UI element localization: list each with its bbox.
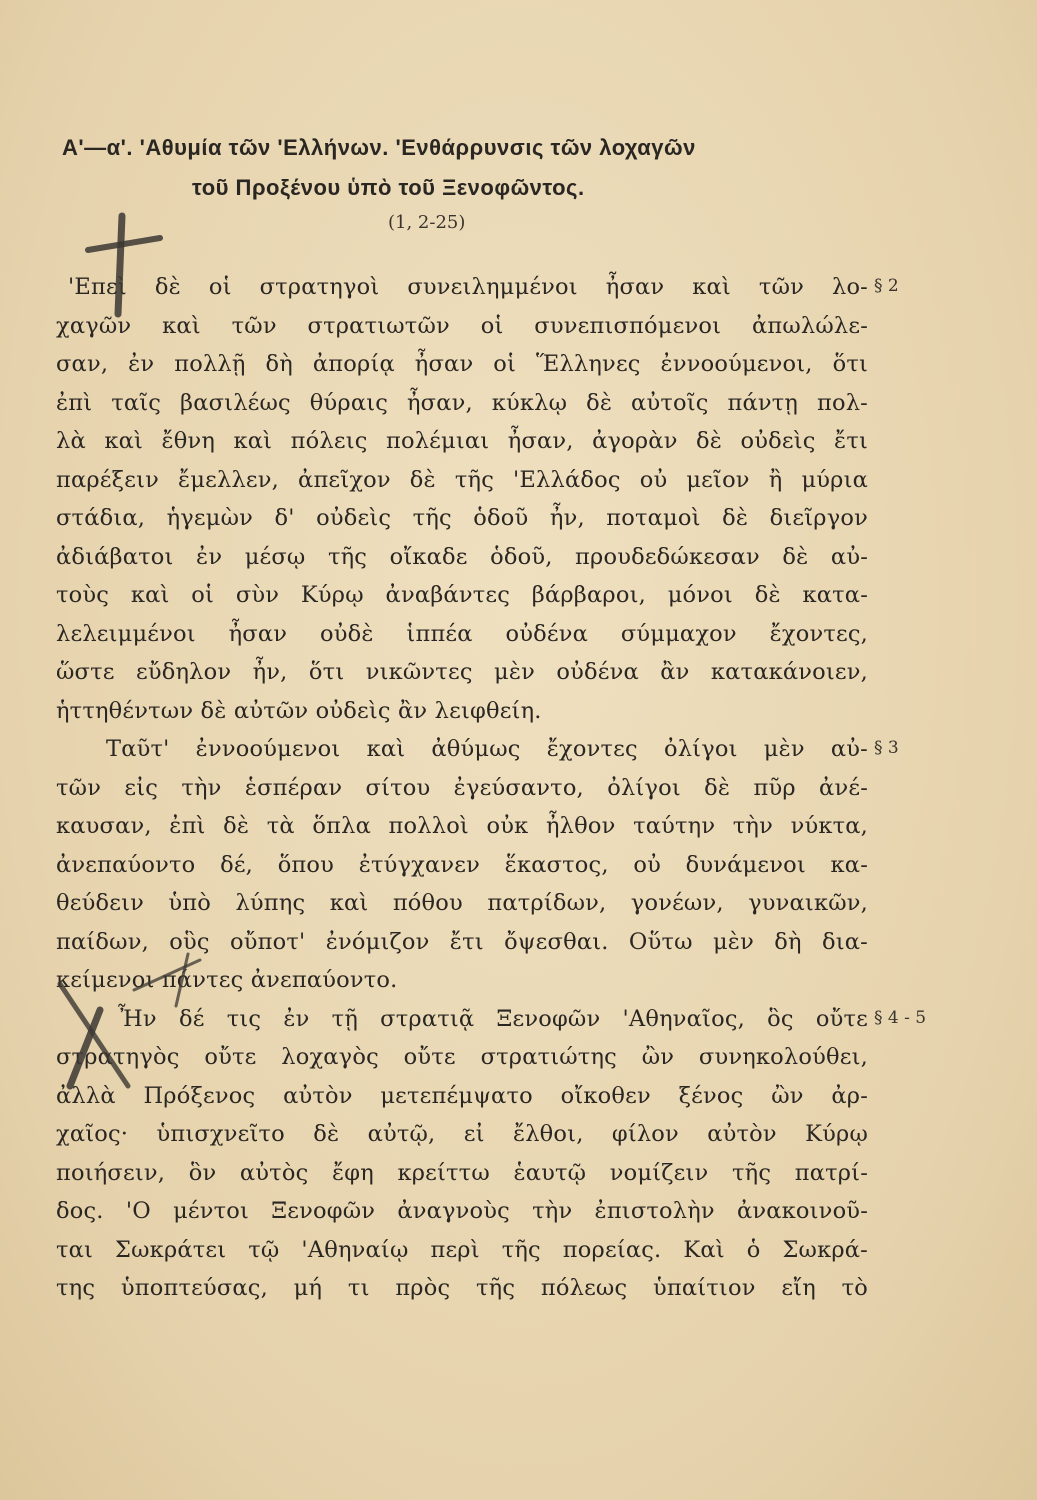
- paragraph-1: [56, 268, 868, 730]
- section-heading: [62, 128, 882, 208]
- text-line: ἀλλὰ Πρόξενος αὐτὸν μετεπέμψατο οἴκοθεν ξένος ὢν ἀρ-: [56, 1082, 868, 1109]
- text-line: ται Σωκράτει τῷ 'Αθηναίῳ περὶ τῆς πορείας. Καὶ ὁ Σωκρά-: [56, 1236, 868, 1263]
- heading-line-2: τοῦ Προξένου ὑπὸ τοῦ Ξενοφῶντος.: [192, 175, 585, 200]
- text-line: λὰ καὶ ἔθνη καὶ πόλεις πολέμιαι ἦσαν, ἀγορὰν δὲ οὐδεὶς ἔτι: [56, 428, 868, 454]
- text-line: παρέξειν ἔμελλεν, ἀπεῖχον δὲ τῆς 'Ελλάδος οὐ μεῖον ἢ μύρια: [56, 466, 868, 493]
- text-line: στρατηγὸς οὔτε λοχαγὸς οὔτε στρατιώτης ὢν συνηκολούθει,: [56, 1044, 868, 1070]
- text-line: κείμενοι πάντες ἀνεπαύοντο.: [56, 967, 398, 993]
- text-line: Ἦν δέ τις ἐν τῇ στρατιᾷ Ξενοφῶν 'Αθηναῖος, ὃς οὔτε: [118, 1005, 868, 1032]
- text-line: Ταῦτ' ἐννοούμενοι καὶ ἀθύμως ἔχοντες ὀλίγοι μὲν αὐ-: [106, 736, 868, 762]
- heading-line-1: Α'—α'. 'Αθυμία τῶν 'Ελλήνων. 'Ενθάρρυνσις τῶν λοχαγῶν: [62, 135, 696, 160]
- text-line: χαγῶν καὶ τῶν στρατιωτῶν οἱ συνεπισπόμενοι ἀπωλώλε-: [56, 312, 868, 339]
- text-line: τοὺς καὶ οἱ σὺν Κύρῳ ἀναβάντες βάρβαροι, μόνοι δὲ κατα-: [56, 582, 868, 608]
- margin-section-note: § 3: [874, 738, 899, 758]
- text-line: ἀδιάβατοι ἐν μέσῳ τῆς οἴκαδε ὁδοῦ, προυδεδώκεσαν δὲ αὐ-: [56, 543, 868, 570]
- text-line: στάδια, ἡγεμὼν δ' οὐδεὶς τῆς ὁδοῦ ἦν, ποταμοὶ δὲ διεῖργον: [56, 505, 868, 531]
- text-line: τῶν εἰς τὴν ἑσπέραν σίτου ἐγεύσαντο, ὀλίγοι δὲ πῦρ ἀνέ-: [56, 774, 868, 801]
- text-line: καυσαν, ἐπὶ δὲ τὰ ὅπλα πολλοὶ οὐκ ἦλθον ταύτην τὴν νύκτα,: [56, 813, 868, 839]
- passage-reference: (1, 2-25): [388, 212, 466, 233]
- paragraph-3: [56, 1000, 868, 1308]
- text-line: ὥστε εὔδηλον ἦν, ὅτι νικῶντες μὲν οὐδένα ἂν κατακάνοιεν,: [56, 659, 868, 685]
- text-line: θεύδειν ὑπὸ λύπης καὶ πόθου πατρίδων, γονέων, γυναικῶν,: [56, 890, 868, 916]
- text-body: [56, 268, 868, 1308]
- paragraph-2: [56, 730, 868, 1000]
- text-line: 'Επεὶ δὲ οἱ στρατηγοὶ συνειλημμένοι ἦσαν καὶ τῶν λο-: [68, 274, 868, 300]
- text-line: της ὑποπτεύσας, μή τι πρὸς τῆς πόλεως ὑπαίτιον εἴη τὸ: [56, 1275, 868, 1301]
- text-line: ἀνεπαύοντο δέ, ὅπου ἐτύγχανεν ἕκαστος, οὐ δυνάμενοι κα-: [56, 851, 868, 878]
- text-line: λελειμμένοι ἦσαν οὐδὲ ἱππέα οὐδένα σύμμαχον ἔχοντες,: [56, 620, 868, 647]
- text-line: σαν, ἐν πολλῇ δὴ ἀπορίᾳ ἦσαν οἱ Ἕλληνες ἐννοούμενοι, ὅτι: [56, 351, 868, 377]
- text-line: ποιήσειν, ὃν αὐτὸς ἔφη κρείττω ἑαυτῷ νομίζειν τῆς πατρί-: [56, 1159, 868, 1186]
- text-line: ἡττηθέντων δὲ αὐτῶν οὐδεὶς ἂν λειφθείη.: [56, 697, 542, 724]
- margin-section-note: § 2: [874, 276, 899, 296]
- margin-section-note: § 4 - 5: [874, 1008, 927, 1028]
- text-line: παίδων, οὓς οὔποτ' ἐνόμιζον ἔτι ὄψεσθαι. Οὕτω μὲν δὴ δια-: [56, 928, 868, 955]
- text-line: δος. 'Ο μέντοι Ξενοφῶν ἀναγνοὺς τὴν ἐπιστολὴν ἀνακοινοῦ-: [56, 1198, 868, 1224]
- text-line: ἐπὶ ταῖς βασιλέως θύραις ἦσαν, κύκλῳ δὲ αὐτοῖς πάντῃ πολ-: [56, 389, 868, 416]
- text-line: χαῖος· ὑπισχνεῖτο δὲ αὐτῷ, εἰ ἔλθοι, φίλον αὐτὸν Κύρῳ: [56, 1121, 868, 1147]
